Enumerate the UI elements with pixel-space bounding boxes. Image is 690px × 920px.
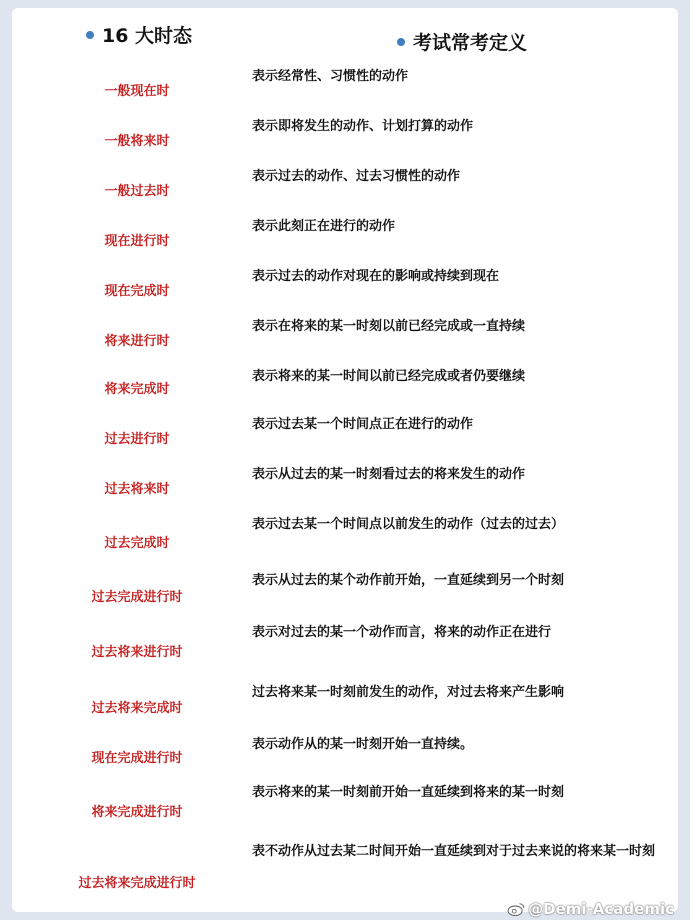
tense-definition: 表示对过去的某一个动作而言，将来的动作正在进行 xyxy=(252,625,552,640)
tense-name: 一般将来时 xyxy=(104,134,170,149)
tense-definition: 表示将来的某一时刻前开始一直延续到将来的某一时刻 xyxy=(252,785,565,800)
tense-definition: 表示过去某一个时间点以前发生的动作（过去的过去） xyxy=(252,517,565,532)
tense-definition: 表示即将发生的动作、计划打算的动作 xyxy=(252,119,474,134)
tense-name: 过去将来时 xyxy=(104,482,170,497)
tense-name: 将来完成时 xyxy=(104,382,170,397)
tenses-header-label: 16 大时态 xyxy=(102,25,193,47)
tense-definition: 表不动作从过去某二时间开始一直延续到对于过去来说的将来某一时刻 xyxy=(252,844,656,859)
tense-name: 过去完成时 xyxy=(104,536,170,551)
tense-name: 过去将来进行时 xyxy=(91,645,183,660)
tense-definition: 表示此刻正在进行的动作 xyxy=(252,219,396,234)
tense-definition: 表示动作从的某一时刻开始一直持续。 xyxy=(252,737,474,752)
tense-name: 现在完成时 xyxy=(104,284,170,299)
tense-definition: 表示从过去的某一时刻看过去的将来发生的动作 xyxy=(252,467,526,482)
tense-name: 一般现在时 xyxy=(104,84,170,99)
tense-name: 过去将来完成时 xyxy=(91,701,183,716)
tense-name: 过去将来完成进行时 xyxy=(78,876,196,891)
tense-definition: 表示在将来的某一时刻以前已经完成或一直持续 xyxy=(252,319,526,334)
definition-header-label: 考试常考定义 xyxy=(413,32,528,54)
tense-name: 将来完成进行时 xyxy=(91,805,183,820)
tense-name: 一般过去时 xyxy=(104,184,170,199)
tense-definition: 表示过去的动作对现在的影响或持续到现在 xyxy=(252,269,500,284)
tense-name: 过去进行时 xyxy=(104,432,170,447)
watermark xyxy=(507,900,674,918)
tense-name: 现在完成进行时 xyxy=(91,751,183,766)
tense-definition: 表示过去某一个时间点正在进行的动作 xyxy=(252,417,474,432)
watermark-text: @Demi-Academic xyxy=(528,900,674,918)
tense-definition: 表示从过去的某个动作前开始，一直延续到另一个时刻 xyxy=(252,573,565,588)
tense-definition: 表示将来的某一时间以前已经完成或者仍要继续 xyxy=(252,369,526,384)
tense-definition: 表示过去的动作、过去习惯性的动作 xyxy=(252,169,461,184)
tense-definition: 过去将来某一时刻前发生的动作，对过去将来产生影响 xyxy=(252,685,565,700)
tense-definition: 表示经常性、习惯性的动作 xyxy=(252,69,409,84)
tense-name: 过去完成进行时 xyxy=(91,590,183,605)
tense-name: 将来进行时 xyxy=(104,334,170,349)
tense-name: 现在进行时 xyxy=(104,234,170,249)
weibo-icon xyxy=(507,902,525,916)
